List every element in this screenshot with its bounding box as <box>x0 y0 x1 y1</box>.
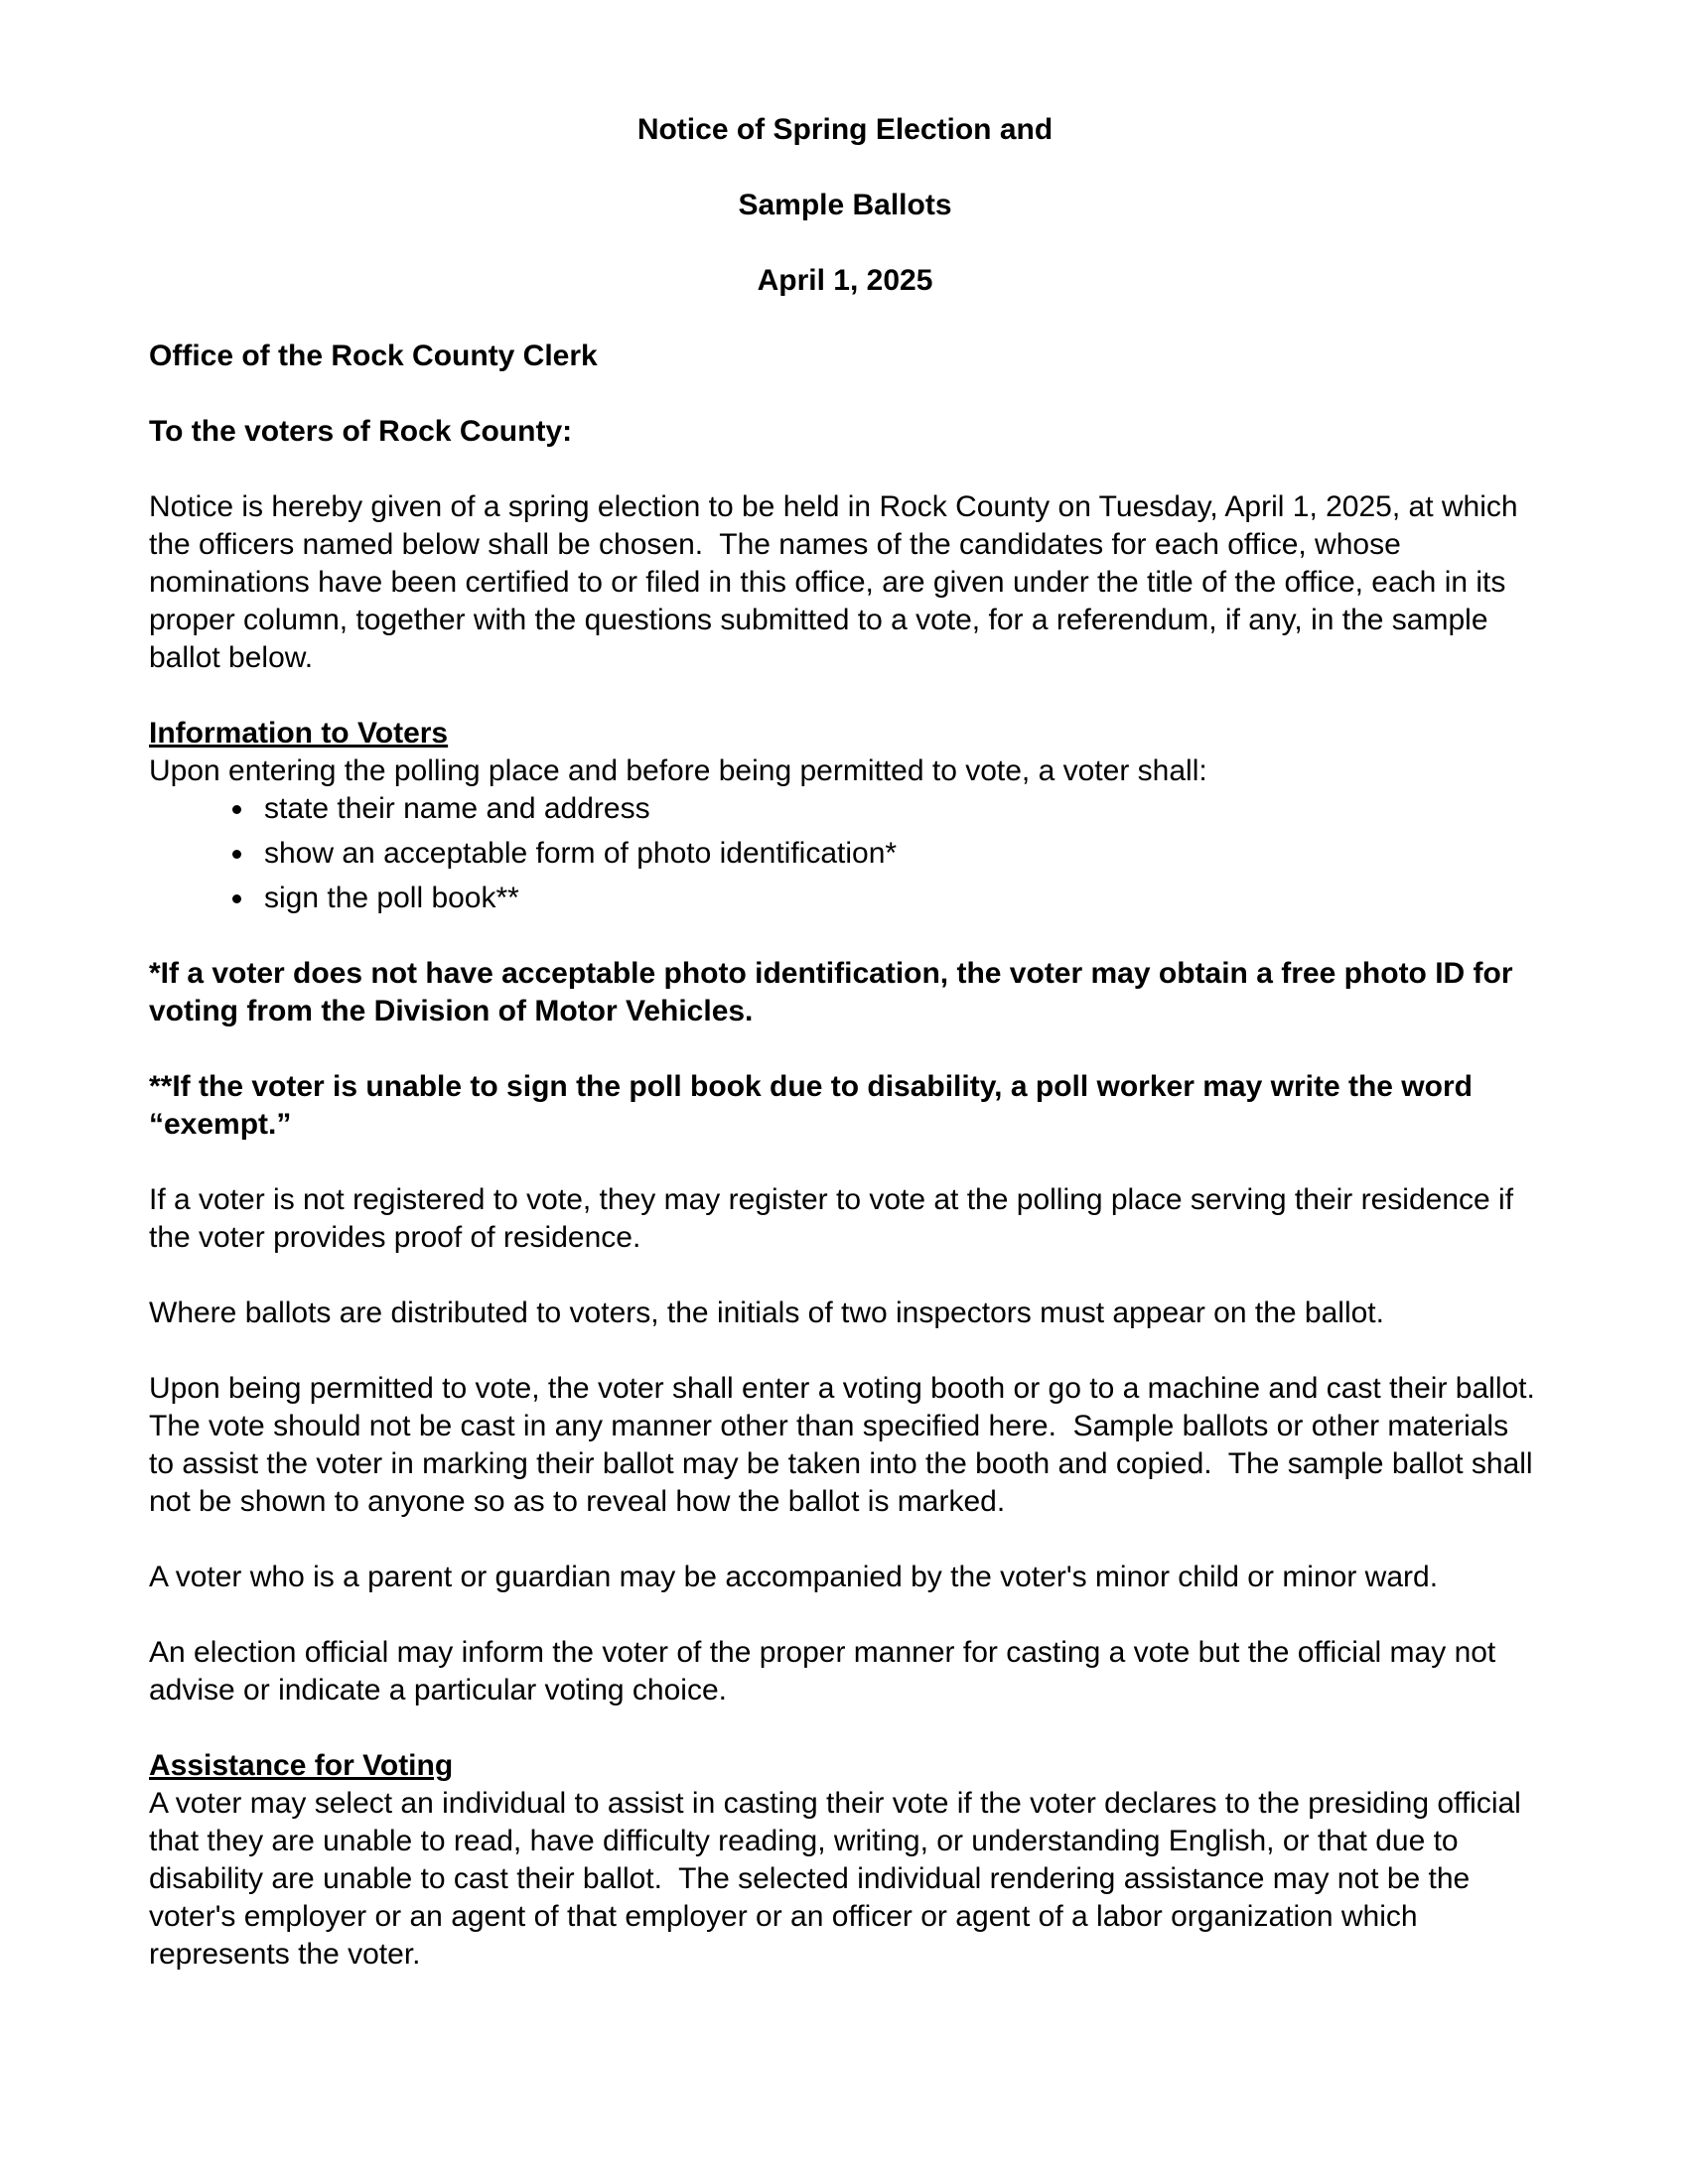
paragraph-election-official: An election official may inform the voter of the proper manner for casting a vote but the official may not advise or indicate a particular voting choice. <box>149 1636 1504 1706</box>
paragraph-booth: Upon being permitted to vote, the voter shall enter a voting booth or go to a machine and cast their ballot. The vote should not be cast in any manner other than specified here. Sample ballots or other materials to assist the voter in marking their ballot may be taken into the booth and copied. The sample ballot shall not be shown to anyone so as to reveal how the ballot is marked. <box>149 1372 1543 1518</box>
note-photo-id: *If a voter does not have acceptable photo identification, the voter may obtain a free photo ID for voting from the Division of Motor Vehicles. <box>149 957 1521 1027</box>
doc-title-line-1: Notice of Spring Election and <box>636 113 1054 146</box>
voter-requirements-list <box>149 790 1541 917</box>
list-item-photo-id: • show an acceptable form of photo identification* <box>256 835 1541 873</box>
note-exempt: **If the voter is unable to sign the poll book due to disability, a poll worker may write the word “exempt.” <box>149 1070 1481 1141</box>
section-heading-assistance-for-voting: Assistance for Voting <box>149 1749 454 1782</box>
doc-title-date: April 1, 2025 <box>757 264 933 297</box>
info-lead-paragraph: Upon entering the polling place and before being permitted to vote, a voter shall: <box>149 754 1207 787</box>
paragraph-register: If a voter is not registered to vote, they may register to vote at the polling place serving their residence if the voter provides proof of residence. <box>149 1183 1522 1254</box>
paragraph-minor-child: A voter who is a parent or guardian may be accompanied by the voter's minor child or minor ward. <box>149 1561 1439 1593</box>
paragraph-initials: Where ballots are distributed to voters, the initials of two inspectors must appear on the ballot. <box>149 1297 1384 1329</box>
list-item-state-name: • state their name and address <box>256 790 1541 828</box>
section-heading-information-to-voters: Information to Voters <box>149 717 449 750</box>
intro-paragraph: Notice is hereby given of a spring election to be held in Rock County on Tuesday, April 1, 2025, at which the officers named below shall be chosen. The names of the candidates for each office, whose nominations have been certified to or filed in this office, are given under the title of the office, each in its proper column, together with the questions submitted to a vote, for a referendum, if any, in the sample ballot below. <box>149 490 1526 674</box>
salutation: To the voters of Rock County: <box>149 415 573 448</box>
office-heading: Office of the Rock County Clerk <box>149 340 598 372</box>
list-item-sign-poll-book: • sign the poll book** <box>256 880 1541 917</box>
assistance-paragraph: A voter may select an individual to assist in casting their vote if the voter declares to the presiding official that they are unable to read, have difficulty reading, writing, or understanding English, or that due to disability are unable to cast their ballot. The selected individual rendering assistance may not be the voter's employer or an agent of that employer or an officer or agent of a labor organization which represents the voter. <box>149 1787 1530 1971</box>
doc-title-line-2: Sample Ballots <box>738 189 952 221</box>
